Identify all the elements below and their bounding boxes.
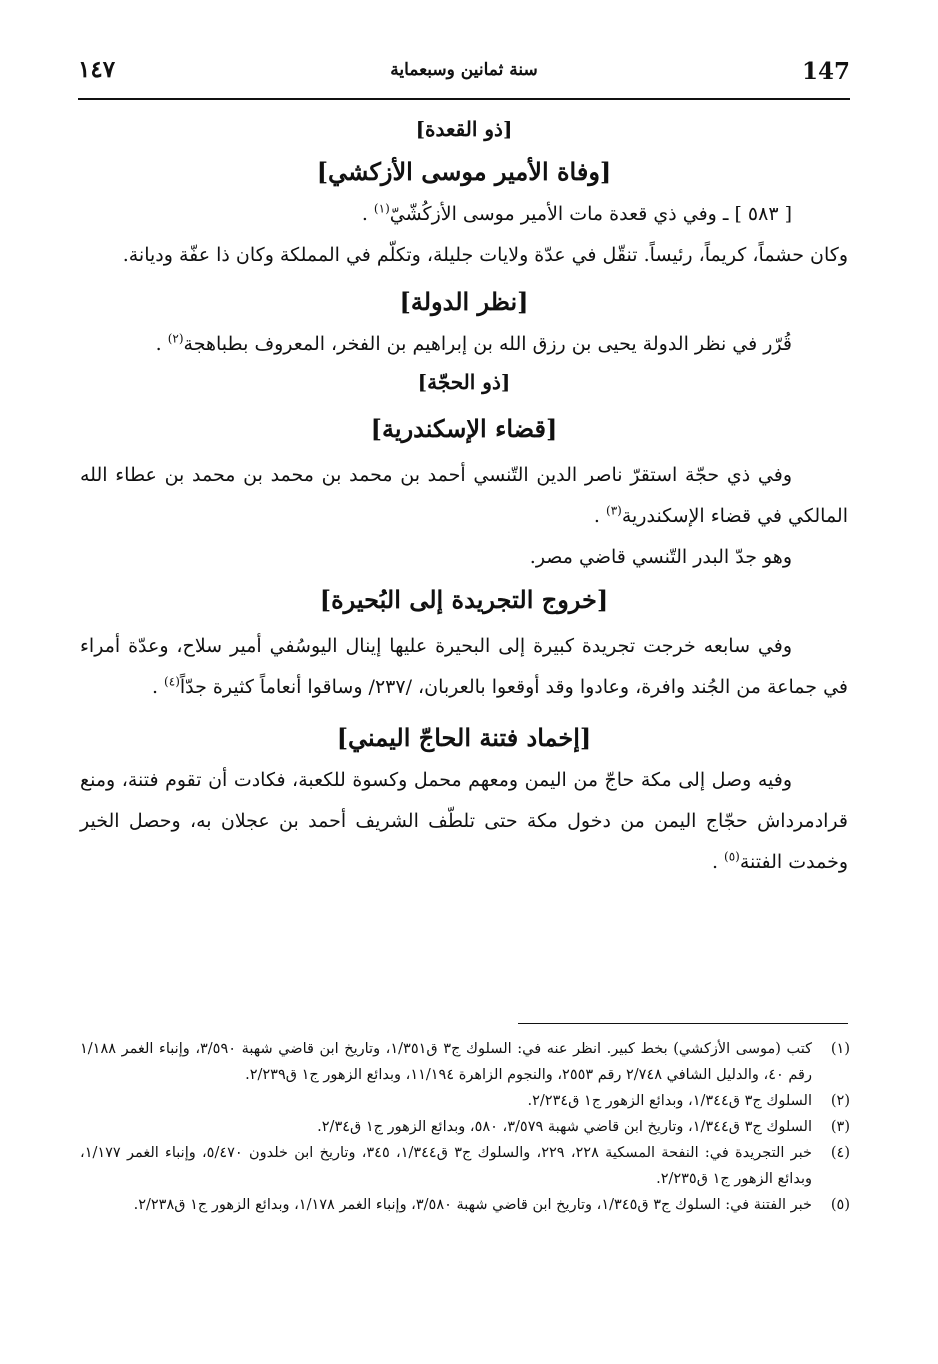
yemeni-strife-paragraph <box>80 760 848 883</box>
footnote-number: (٣) <box>830 1119 850 1135</box>
paragraph-end: . <box>361 203 374 225</box>
footnote-ref-5: (٥) <box>724 849 740 864</box>
paragraph-text: وفيه وصل إلى مكة حاجّ من اليمن ومعهم محمل وكسوة للكعبة، فكادت أن تقوم فتنة، ومنع قرادمرداش حجّاج اليمن من دخول مكة حتى تلطّف الشريف أحمد بن عجلان به، وحصل الخير وخمدت الفتنة <box>80 769 848 873</box>
section-heading-alexandria-judgeship: [قضاء الإسكندرية] <box>370 414 558 443</box>
running-title: سنة ثمانين وسبعماية <box>390 60 538 80</box>
expedition-paragraph <box>80 626 848 708</box>
footnote-item <box>80 1114 850 1140</box>
footnote-number: (١) <box>830 1041 850 1057</box>
month-heading-dhu-al-hijja: [ذو الحجّة] <box>417 370 511 394</box>
footnote-ref-1: (١) <box>373 201 390 216</box>
paragraph-text: قُرّر في نظر الدولة يحيى بن رزق الله بن إبراهيم بن الفخر، المعروف بطباهجة <box>183 333 792 355</box>
nazar-dawla-paragraph <box>80 324 848 365</box>
paragraph-end: . <box>155 333 168 355</box>
section-heading-death-musa: [وفاة الأمير موسى الأزكشي] <box>316 157 612 186</box>
footnotes <box>80 1036 850 1218</box>
paragraph-end: . <box>593 505 606 527</box>
footnote-item <box>80 1140 850 1192</box>
page-header <box>78 52 850 100</box>
footnote-text: خبر التجريدة في: النفحة المسكية ٢٢٨، ٢٢٩، والسلوك ج٣ ق١/٣٤٤، ٣٤٥، وتاريخ ابن خلدون ٥/٤٧٠، وإنباء الغمر ١/١٧٧، وبدائع الزهور ج١ ق٢/٢٣٥. <box>80 1145 813 1187</box>
footnote-separator <box>518 1023 848 1024</box>
month-heading-dhu-al-qada: [ذو القعدة] <box>415 117 513 141</box>
section-heading-expedition-buhayra: [خروج التجريدة إلى البُحيرة] <box>319 585 609 614</box>
grandfather-paragraph <box>80 537 848 578</box>
page-number-latin: 147 <box>801 58 850 85</box>
footnote-number: (٤) <box>830 1145 850 1161</box>
footnote-text: كتب (موسى الأزكشي) بخط كبير. انظر عنه في: السلوك ج٣ ق١/٣٥١، وتاريخ ابن قاضي شهبة ٣/٥٩٠، وإنباء الغمر ١/١٨٨ رقم ٤٠، والدليل الشافي ٢/٧٤٨ رقم ٢٥٥٣، والنجوم الزاهرة ١١/١٩٤، وبدائع الزهور ج١ ق٢/٢٣٩. <box>80 1041 812 1083</box>
footnote-text: السلوك ج٣ ق١/٣٤٤، وتاريخ ابن قاضي شهبة ٣/٥٧٩، ٥٨٠، وبدائع الزهور ج١ ق٢/٣٤. <box>317 1119 812 1135</box>
page-number-arabic: ١٤٧ <box>78 56 116 83</box>
footnote-number: (٥) <box>830 1197 850 1213</box>
footnote-number: (٢) <box>830 1093 850 1109</box>
paragraph-end: . <box>711 851 725 873</box>
paragraph-text: وهو جدّ البدر التّنسي قاضي مصر. <box>529 546 792 568</box>
musa-description-paragraph <box>80 235 848 276</box>
footnote-ref-3: (٣) <box>606 503 622 518</box>
footnote-ref-2: (٢) <box>167 331 184 346</box>
footnote-text: خبر الفتنة في: السلوك ج٣ ق١/٣٤٥، وتاريخ ابن قاضي شهبة ٣/٥٨٠، وإنباء الغمر ١/١٧٨، وبدائع الزهور ج١ ق٢/٢٣٨. <box>133 1197 812 1213</box>
main-text <box>80 112 848 883</box>
paragraph-end: . <box>151 676 165 698</box>
paragraph-text: وكان حشماً، كريماً، رئيساً. تنقّل في عدّة ولايات جليلة، وتكلّم في المملكة وكان ذا عفّة وديانة. <box>122 244 848 266</box>
entry-583-paragraph <box>80 194 848 235</box>
alexandria-paragraph <box>80 455 848 537</box>
footnote-item <box>80 1192 850 1218</box>
footnote-text: السلوك ج٣ ق١/٣٤٤، وبدائع الزهور ج١ ق٢/٢٣٤. <box>527 1093 812 1109</box>
paragraph-text: [ ٥٨٣ ] ـ وفي ذي قعدة مات الأمير موسى الأزكُشّيّ <box>389 203 792 225</box>
section-heading-nazar-dawla: [نظر الدولة] <box>399 287 529 316</box>
footnote-item <box>80 1088 850 1114</box>
footnote-item <box>80 1036 850 1088</box>
paragraph-text: وفي سابعه خرجت تجريدة كبيرة إلى البحيرة عليها إينال اليوسُفي أمير سلاح، وعدّة أمراء في جماعة من الجُند وافرة، وعادوا وقد أوقعوا بالعربان، /٢٣٧/ وساقوا أنعاماً كثيرة جدّاً <box>80 635 848 698</box>
footnote-ref-4: (٤) <box>164 674 180 689</box>
section-heading-yemeni-pilgrim-strife: [إخماد فتنة الحاجّ اليمني] <box>336 723 592 752</box>
paragraph-text: وفي ذي حجّة استقرّ ناصر الدين التّنسي أحمد بن محمد بن محمد بن محمد بن عطاء الله المالكي في قضاء الإسكندرية <box>80 464 848 527</box>
